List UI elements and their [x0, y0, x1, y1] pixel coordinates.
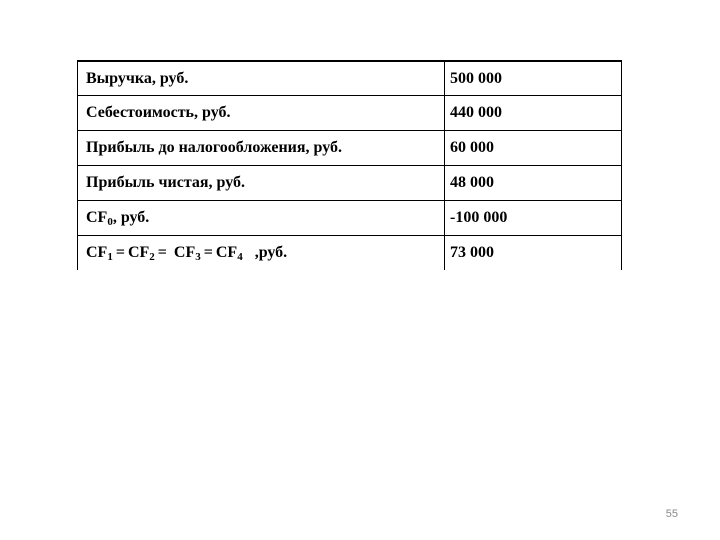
- row-value-cf1-4: 73 000: [445, 235, 622, 270]
- cf1-main: CF: [86, 243, 108, 261]
- row-label-net-profit: Прибыль чистая, руб.: [78, 165, 445, 200]
- table-row: [78, 96, 622, 131]
- row-label-cf0: [78, 200, 445, 235]
- row-label-revenue: Выручка, руб.: [78, 61, 445, 96]
- row-value-net-profit: 48 000: [445, 165, 622, 200]
- equals-sign-1: =: [115, 243, 125, 261]
- table-row: [78, 165, 622, 200]
- equals-sign-2: =: [157, 243, 167, 261]
- page-number: 55: [665, 508, 678, 520]
- cf0-suffix: , руб.: [112, 208, 150, 226]
- cf2-subscript: 2: [149, 250, 155, 263]
- cf2-main: CF: [127, 243, 150, 261]
- row-label-pretax-profit: Прибыль до налогообложения, руб.: [78, 131, 445, 166]
- row-value-pretax-profit: 60 000: [445, 131, 622, 166]
- cf0-subscript: 0: [107, 215, 113, 228]
- table-row: [78, 61, 622, 96]
- data-table: [77, 60, 622, 270]
- row-value-cf0: -100 000: [445, 200, 622, 235]
- cf3-subscript: 3: [195, 250, 201, 263]
- cf4-subscript: 4: [237, 250, 243, 263]
- table-row: [78, 235, 622, 270]
- cf1-4-suffix: ,руб.: [254, 243, 288, 261]
- cf4-main: CF: [215, 243, 238, 261]
- table-row: [78, 131, 622, 166]
- row-value-revenue: 500 000: [445, 61, 622, 96]
- cf3-main: CF: [173, 243, 196, 261]
- table-row: [78, 200, 622, 235]
- row-label-cf1-4: [78, 235, 445, 270]
- equals-sign-3: =: [203, 243, 213, 261]
- row-label-cost: Себестоимость, руб.: [78, 96, 445, 131]
- row-value-cost: 440 000: [445, 96, 622, 131]
- cf1-subscript: 1: [107, 250, 113, 263]
- cf0-main: CF: [86, 208, 108, 226]
